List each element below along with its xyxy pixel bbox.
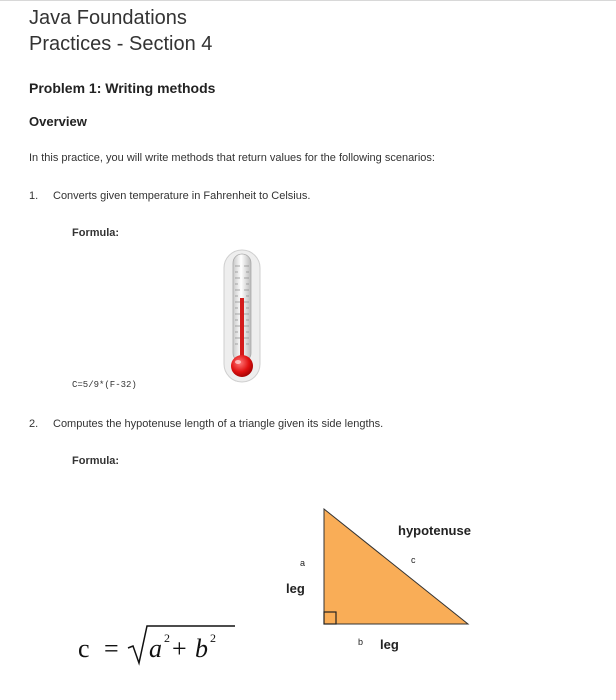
- document-title-line-1: Java Foundations: [29, 7, 187, 29]
- list-item-text: Converts given temperature in Fahrenheit to Celsius.: [53, 190, 311, 202]
- formula-plus: +: [172, 634, 187, 663]
- leg-horizontal-label: leg: [380, 637, 399, 652]
- formula-label-2: Formula:: [72, 455, 120, 467]
- list-item-number: 2.: [29, 418, 39, 430]
- list-item-text: Computes the hypotenuse length of a triangle given its side lengths.: [53, 418, 384, 430]
- right-triangle-diagram: [278, 500, 488, 660]
- hypotenuse-label: hypotenuse: [398, 523, 471, 538]
- formula-exponent-a: 2: [164, 631, 170, 645]
- formula-term-b: b: [195, 634, 208, 663]
- thermometer-icon: [216, 246, 268, 386]
- overview-heading: Overview: [29, 114, 87, 129]
- formula-exponent-b: 2: [210, 631, 216, 645]
- list-item-number: 1.: [29, 190, 39, 202]
- side-a-label: a: [300, 558, 306, 568]
- formula-label-1: Formula:: [72, 227, 120, 239]
- document-title-line-2: Practices - Section 4: [29, 33, 213, 55]
- formula-lhs: c: [78, 634, 90, 663]
- list-item-2: [29, 418, 383, 430]
- intro-paragraph: In this practice, you will write methods that return values for the following scenarios:: [29, 152, 435, 164]
- problem-heading: Problem 1: Writing methods: [29, 80, 216, 96]
- list-item-1: [29, 190, 310, 202]
- top-divider: [0, 0, 616, 1]
- side-b-label: b: [358, 637, 364, 647]
- formula-code: C=5/9*(F-32): [72, 380, 137, 390]
- side-c-label: c: [411, 555, 416, 565]
- leg-vertical-label: leg: [286, 581, 305, 596]
- formula-equals: =: [104, 634, 119, 663]
- formula-term-a: a: [149, 634, 162, 663]
- hypotenuse-formula: [75, 620, 250, 670]
